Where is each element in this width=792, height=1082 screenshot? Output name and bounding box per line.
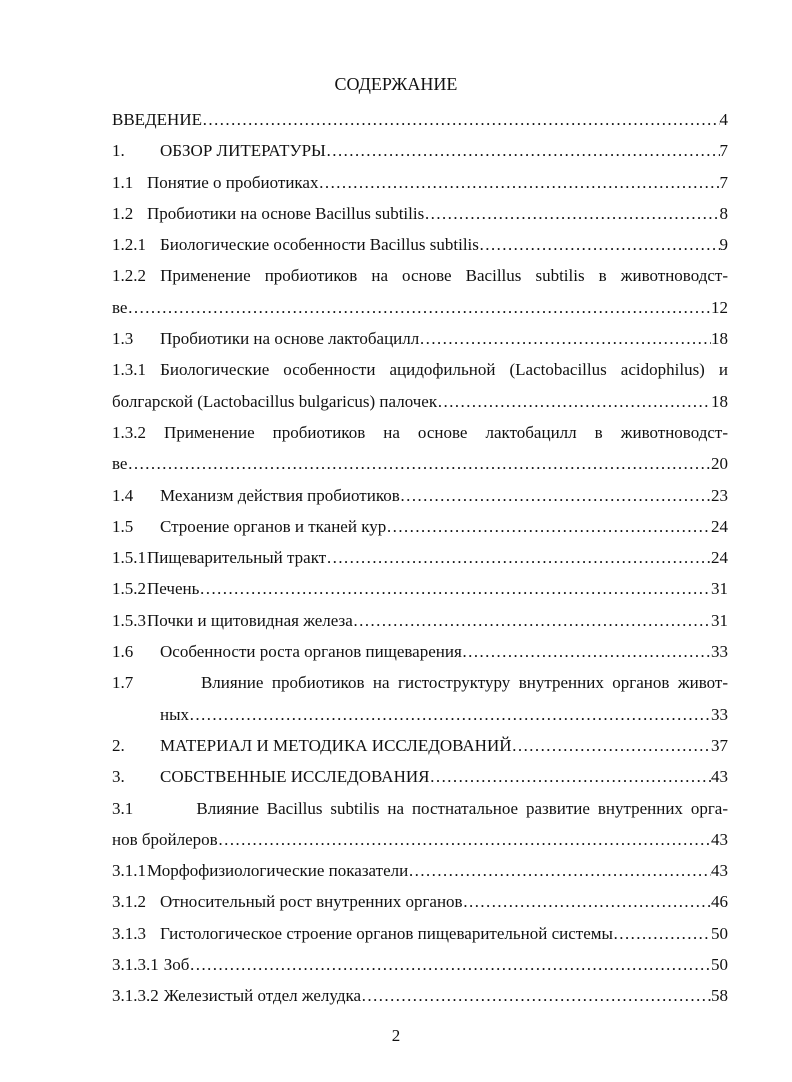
toc-entry-number: 3. [112,767,125,787]
toc-entry-title: СОБСТВЕННЫЕ ИССЛЕДОВАНИЯ [160,767,430,787]
toc-entry[interactable] [112,636,728,667]
toc-entry-number: 3.1.2 [112,892,146,912]
dot-leader [326,135,720,166]
toc-entry-page: 24 [711,511,728,542]
toc-entry-number: 1.1 [112,172,134,192]
toc-entry-page: 43 [711,824,728,855]
toc-entry-title: Биологические особенности ацидофильной (Lactobacillus acidophilus) и [160,360,728,380]
toc-entry-continuation[interactable] [112,824,728,855]
dot-leader [419,323,711,354]
toc-entry[interactable] [112,918,728,949]
dot-leader [400,480,711,511]
toc-entry-title: Применение пробиотиков на основе лактобацилл в животноводст- [164,422,728,442]
dot-leader [437,386,711,417]
toc-entry[interactable] [112,886,728,917]
toc-entry-page: 7 [720,167,729,198]
toc-entry-title: Пробиотики на основе Bacillus subtilis [147,203,425,223]
dot-leader [429,761,711,792]
toc-entry-page: 50 [711,918,728,949]
toc-entry[interactable] [112,323,728,354]
page-number: 2 [391,1026,401,1045]
toc-entry-number: 1.2.2 [112,266,146,286]
toc-entry[interactable] [112,730,728,761]
toc-entry-number: 1.5.2 [112,579,146,599]
toc-entry-title: Влияние пробиотиков на гистоструктуру внутренних органов живот- [200,673,728,693]
toc-entry-title: Печень [147,579,200,599]
dot-leader [512,730,711,761]
toc-entry-page: 37 [711,730,728,761]
toc-entry[interactable] [112,167,728,198]
toc-entry[interactable] [112,542,728,573]
dot-leader [218,824,711,855]
toc-entry-number: 1.5 [112,516,134,536]
dot-leader [479,229,720,260]
toc-entry-continuation[interactable] [112,386,728,417]
toc-entry-title: Гистологическое строение органов пищеварительной системы [160,923,613,943]
toc-entry[interactable] [112,855,728,886]
toc-entry-title-continuation: болгарской (Lactobacillus bulgaricus) палочек [112,391,438,411]
toc-entry-title: Строение органов и тканей кур [160,516,387,536]
toc-entry-page: 9 [720,229,729,260]
toc-entry-title: Относительный рост внутренних органов [160,892,463,912]
toc-entry-title-continuation: ных [160,704,190,724]
toc-entry-title: ВВЕДЕНИЕ [112,110,202,129]
toc-entry-page: 8 [720,198,729,229]
toc-entry-number: 2. [112,735,125,755]
toc-entry-number: 3.1.1 [112,861,146,881]
toc-entry-page: 33 [711,699,728,730]
toc-entry-page: 50 [711,949,728,980]
toc-entry-number: 3.1 [112,798,134,818]
toc-entry-page: 43 [711,855,728,886]
toc-entry-number: 3.1.3.1 [112,955,159,975]
toc-entry-title-continuation: ве [112,297,128,317]
dot-leader [127,292,711,323]
toc-entry-continuation[interactable] [112,699,728,730]
toc-entry-number: 1. [112,141,125,161]
dot-leader [326,542,711,573]
toc-entry-number: 3.1.3 [112,923,146,943]
toc-entry[interactable] [112,480,728,511]
toc-entry-page: 31 [711,573,728,604]
toc-entry-page: 43 [711,761,728,792]
toc-entry-title: ОБЗОР ЛИТЕРАТУРЫ [160,141,326,161]
toc-entry[interactable] [112,229,728,260]
toc-entry[interactable] [112,605,728,636]
page-title: СОДЕРЖАНИЕ [334,74,458,94]
toc-entry-title-continuation: нов бройлеров [112,829,218,849]
toc-entry-line[interactable] [112,354,728,385]
toc-entry-page: 18 [711,386,728,417]
toc-entry-number: 1.5.1 [112,548,146,568]
toc-entry-title: Почки и щитовидная железа [147,610,353,630]
toc-entry-number: 1.7 [112,673,134,693]
toc-entry-page: 18 [711,323,728,354]
dot-leader [318,167,719,198]
toc-entry[interactable] [112,573,728,604]
toc-entry-title: Пищеварительный тракт [147,548,327,568]
toc-entry-page: 46 [711,886,728,917]
toc-entry-page: 20 [711,448,728,479]
toc-entry-title: Особенности роста органов пищеварения [160,642,462,662]
dot-leader [189,699,711,730]
toc-entry-line[interactable] [112,417,728,448]
toc-entry[interactable] [112,980,728,1011]
toc-entry-number: 1.6 [112,642,134,662]
toc-entry-title: Зоб [163,955,190,975]
toc-entry-continuation[interactable] [112,292,728,323]
toc-entry-number: 1.3.2 [112,422,146,442]
toc-entry-number: 1.2 [112,203,134,223]
toc-entry[interactable] [112,198,728,229]
toc-entry-page: 33 [711,636,728,667]
table-of-contents [112,104,728,1012]
dot-leader [202,104,720,135]
toc-entry-title: Механизм действия пробиотиков [160,485,400,505]
dot-leader [462,636,711,667]
toc-entry-continuation[interactable] [112,448,728,479]
dot-leader [408,855,711,886]
toc-entry-title: Влияние Bacillus subtilis на постнатальное развитие внутренних орга- [196,798,728,818]
toc-entry-page: 24 [711,542,728,573]
dot-leader [386,511,711,542]
toc-entry-title-continuation: ве [112,454,128,474]
toc-entry-number: 3.1.3.2 [112,986,159,1006]
toc-entry-title: Железистый отдел желудка [163,986,362,1006]
toc-entry-title: Понятие о пробиотиках [147,172,319,192]
toc-entry-title: МАТЕРИАЛ И МЕТОДИКА ИССЛЕДОВАНИЙ [160,735,512,755]
toc-entry-line[interactable] [112,260,728,291]
toc-entry-page: 7 [720,135,729,166]
toc-entry-page: 23 [711,480,728,511]
dot-leader [127,448,711,479]
toc-entry-page: 4 [720,104,729,135]
dot-leader [613,918,711,949]
toc-entry-number: 1.3.1 [112,360,146,380]
toc-entry-title: Морфофизиологические показатели [147,861,409,881]
dot-leader [361,980,711,1011]
dot-leader [424,198,719,229]
toc-entry-title: Применение пробиотиков на основе Bacillus subtilis в животноводст- [160,266,728,286]
dot-leader [463,886,711,917]
toc-entry-page: 58 [711,980,728,1011]
toc-entry[interactable] [112,949,728,980]
toc-entry-number: 1.4 [112,485,134,505]
toc-entry[interactable] [112,761,728,792]
toc-entry-title: Биологические особенности Bacillus subtilis [160,235,479,255]
toc-entry-page: 12 [711,292,728,323]
toc-entry-line[interactable] [112,793,728,824]
toc-entry-line[interactable] [112,667,728,698]
toc-entry-number: 1.2.1 [112,235,146,255]
toc-entry-number: 1.5.3 [112,610,146,630]
dot-leader [199,573,711,604]
toc-entry[interactable] [112,104,728,135]
dot-leader [353,605,711,636]
dot-leader [189,949,711,980]
toc-entry-title: Пробиотики на основе лактобацилл [160,329,420,349]
toc-entry[interactable] [112,511,728,542]
toc-entry[interactable] [112,135,728,166]
toc-entry-number: 1.3 [112,329,134,349]
toc-entry-page: 31 [711,605,728,636]
